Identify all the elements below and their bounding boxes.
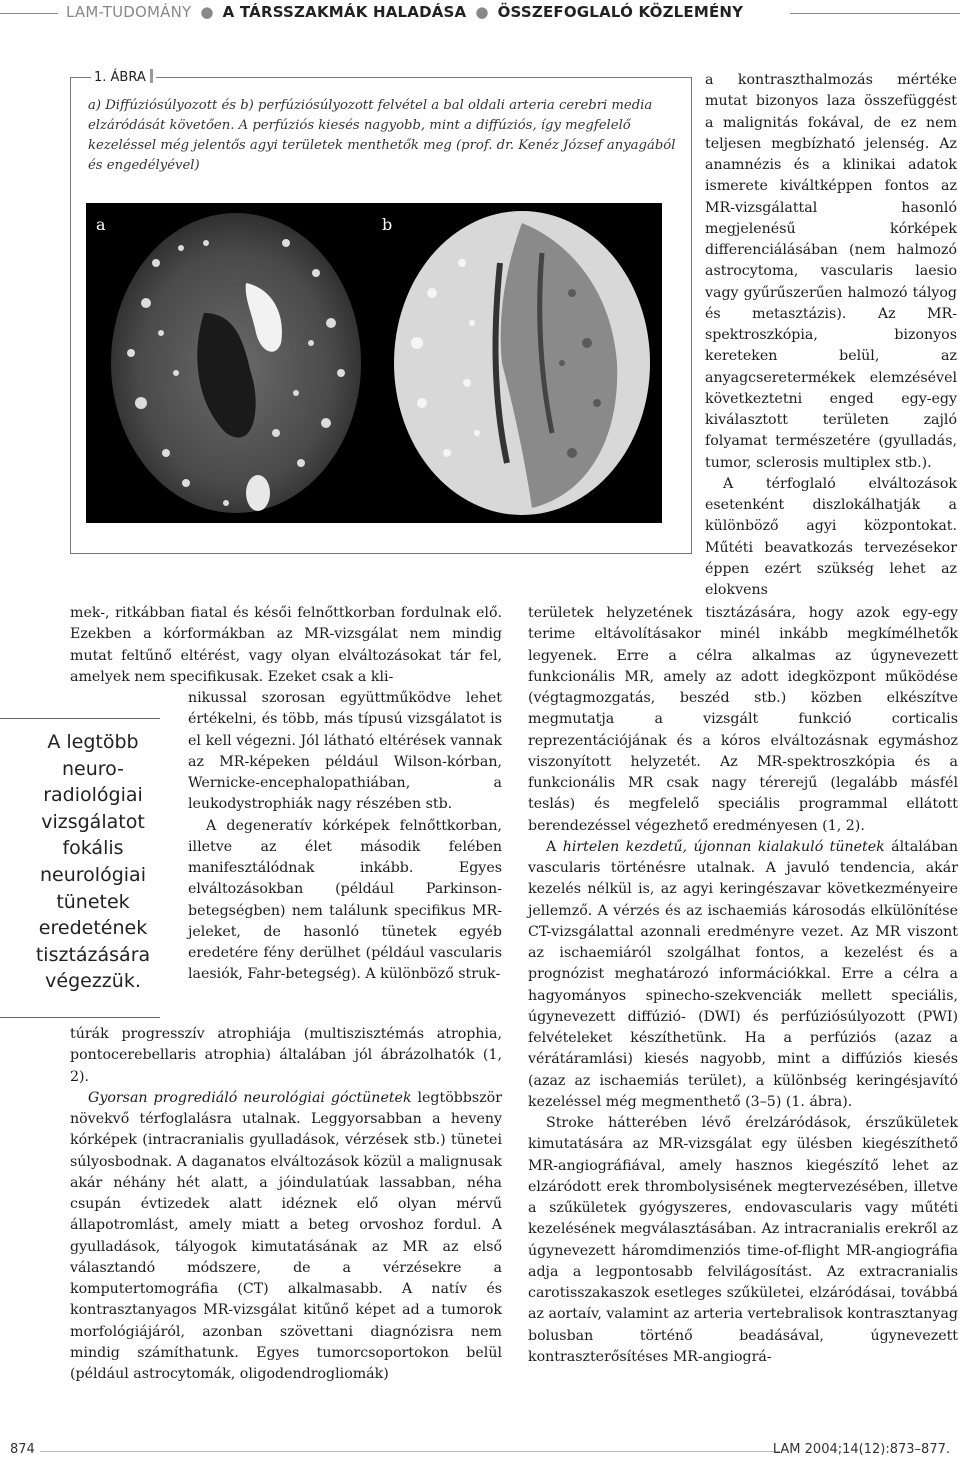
right-column-top: [705, 70, 957, 601]
paragraph: területek helyzetének tisztázására, hogy azok egy-egy terime eltávolításakor minél inkább megkímélhetők legyenek. Erre a célra alkalmas az úgynevezett funkcionális MR, amely az adott idegközpont működése (végtagmozgatás, beszéd stb.) közben elkészítve megmutatja a vizsgált funkció corticalis reprezentációjának és a kóros elváltozásnak egymáshoz viszonyított helyzetét. Az MR-spektroszkópia és a funkcionális MR csak nagy térerejű (legalább másfél teslás) és megfelelő speciális programmal ellátott berendezéssel végezhető eredményesen (1, 2).: [528, 605, 958, 834]
paragraph: nikussal szorosan együttműködve lehet értékelni, és több, más típusú vizsgálatot is el kell végezni. Jól látható eltérések vannak az MR-képeken például Wilson-kórban, Wernicke-encephalopathiában, a leukodystrophiák nagy részében stb.: [188, 690, 502, 813]
brain-scan-image-a: [86, 203, 376, 523]
paragraph: mek-, ritkábban fiatal és késői felnőttkorban fordulnak elő. Ezekben a kórformákban az MR-vizsgálat nem mindig mutat feltűnő eltérést, vagy olyan elváltozásokat tár fel, amelyek nem specifikusak. Ezeket csak a kli-: [70, 605, 502, 685]
header-section: A TÁRSSZAKMÁK HALADÁSA: [222, 3, 467, 21]
header-rule-left: [0, 13, 58, 14]
paragraph: [70, 1088, 502, 1386]
paragraph: A térfoglaló elváltozások esetenként diszlokálhatják a különböző agyi központokat. Műtéti beavatkozás tervezésekor éppen ezért szükség lehet az elokvens: [705, 475, 957, 598]
right-column-bottom: [528, 603, 958, 1368]
left-column-wrapped: [188, 688, 502, 986]
mri-panel-perfusion: [372, 203, 662, 523]
emphasis: Gyorsan progrediáló neurológiai góctünetek: [88, 1089, 412, 1106]
paragraph: Stroke hátterében lévő érelzáródások, érszűkületek kimutatására az MR-vizsgálat egy ülésben kiegészíthető MR-angiográfiával, amely hasznos kiegészítő lehet az elzáródott erek thrombolysisének megtervezésében, illetve a szűkületek gyógyszeres, endovascularis vagy műtéti kezelésének megválasztásában. Az intracranialis erekről az úgynevezett háromdimenziós time-of-flight MR-angiográfia adja a legpontosabb felvilágosítást. Az extracranialis carotisszakaszok esetleges szűkületei, elzáródásai, továbbá az aortaív, valamint az arteria vertebralisok kontrasztanyag bolusban történő beadásával, úgynevezett kontraszterősítéses MR-angiográ-: [528, 1115, 958, 1365]
figure-label: 1. ÁBRA: [91, 69, 156, 85]
paragraph-text: általában vascularis történésre utalnak. A javuló tendencia, akár kezelés nélkül is, az agyi keringészavar következményeire jellemző. A vérzés és az ischaemiás károsodás elkülönítése CT-vizsgálattal azonnali eredményre vezet. Az MR viszont az ischaemiáról szolgálhat fontos, a kezelést és a prognózist meghatározó információkkal. Erre a célra a hagyományos spinecho-szekvenciák mellett speciális, úgynevezett diffúzió- (DWI) és perfúziósúlyozott (PWI) felvételeket készíthetünk. Ha a perfúziós (azaz a vérátáramlási) kiesés nagyobb, mint a diffúziós kiesés (azaz az ischaemiás terület), a különbség keringésjavító kezeléssel még megmenthető (3–5) (1. ábra).: [528, 838, 958, 1110]
header-title: [66, 3, 743, 21]
footer-rule: [40, 1451, 780, 1452]
paragraph-text: A: [546, 838, 563, 855]
bullet-icon: ●: [475, 3, 489, 21]
pullquote: A legtöbb neuro-radiológiai vizsgálatot fokális neurológiai tünetek eredetének tisztázására végezzük.: [35, 731, 151, 993]
paragraph: a kontraszthalmozás mértéke mutat bizonyos laza összefüggést a malignitás fokával, de ez nem teljesen megbízható jelenség. Az anamnézis és a klinikai adatok ismerete kiváltképpen fontos az MR-vizsgálattal hasonló megjelenésű kórképek differenciálásában (nem halmozó astrocytoma, vascularis laesio vagy gyűrűszerűen halmozó tályog és metasztázis). Az MR-spektroszkópia, bizonyos kereteken belül, az anyagcseretermékek elemzésével következtetni enged egy-egy kiválasztott területen zajló folyamat természetére (gyulladás, tumor, sclerosis multiplex stb.).: [705, 72, 957, 471]
left-column-bottom: [70, 1024, 502, 1385]
figure-caption: a) Diffúziósúlyozott és b) perfúziósúlyozott felvétel a bal oldali arteria cerebri media elzáródását követően. A perfúziós kiesés nagyobb, mint a diffúziós, így megfelelő kezeléssel még jelentős agyi területek menthetők meg (prof. dr. Kenéz József anyagából és engedélyével): [88, 98, 676, 173]
panel-b-letter: b: [382, 215, 393, 234]
header-journal: LAM-TUDOMÁNY: [66, 3, 192, 21]
panel-a-letter: a: [96, 215, 106, 234]
emphasis: hirtelen kezdetű, újonnan kialakuló tünetek: [562, 838, 885, 855]
brain-scan-image-b: [372, 203, 662, 523]
mri-panel-diffusion: [86, 203, 376, 523]
bullet-icon: ●: [200, 3, 214, 21]
header-type: ÖSSZEFOGLALÓ KÖZLEMÉNY: [497, 3, 744, 21]
page-number: 874: [10, 1442, 35, 1457]
pullquote-rule-bottom: [0, 1017, 160, 1018]
header-rule-right: [790, 13, 960, 14]
paragraph: túrák progresszív atrophiája (multiszisztémás atrophia, pontocerebellaris atrophia) általában jól ábrázolhatók (1, 2).: [70, 1026, 502, 1085]
pullquote-rule-top: [0, 718, 160, 719]
paragraph-text: legtöbbször növekvő térfoglalásra utalnak. Leggyorsabban a heveny kórképek (intracranialis gyulladások, vérzések stb.) tünetei súlyosbodnak. A daganatos elváltozások közül a malignusak akár néhány hét alatt, a jóindulatúak lassabban, néha csupán évtizedek alatt idéznek elő olyan mérvű állapotromlást, amely miatt a beteg orvoshoz fordul. A gyulladások, tályogok kimutatásának az MR az első választandó módszere, de a vérzésekre a komputertomográfia (CT) alkalmasabb. A natív és kontrasztanyagos MR-vizsgálat kitűnő képet ad a tumorok morfológiájáról, azonban szövettani diagnózisra nem mindig számíthatunk. Egyes tumorcsoportokon belül (például astrocytomák, oligodendrogliomák): [70, 1089, 502, 1382]
paragraph: [528, 837, 958, 1113]
running-header: [0, 0, 960, 28]
paragraph: A degeneratív kórképek felnőttkorban, illetve az élet második felében manifesztálódnak inkább. Egyes elváltozásokban (például Parkinson-betegségben) nem találunk specifikus MR-jeleket, de hasonló tünetek egyéb eredetére fény derülhet (például vascularis laesiók, Fahr-betegség). A különböző struk-: [188, 817, 502, 983]
citation: LAM 2004;14(12):873–877.: [772, 1442, 950, 1457]
left-column-top: [70, 603, 502, 688]
